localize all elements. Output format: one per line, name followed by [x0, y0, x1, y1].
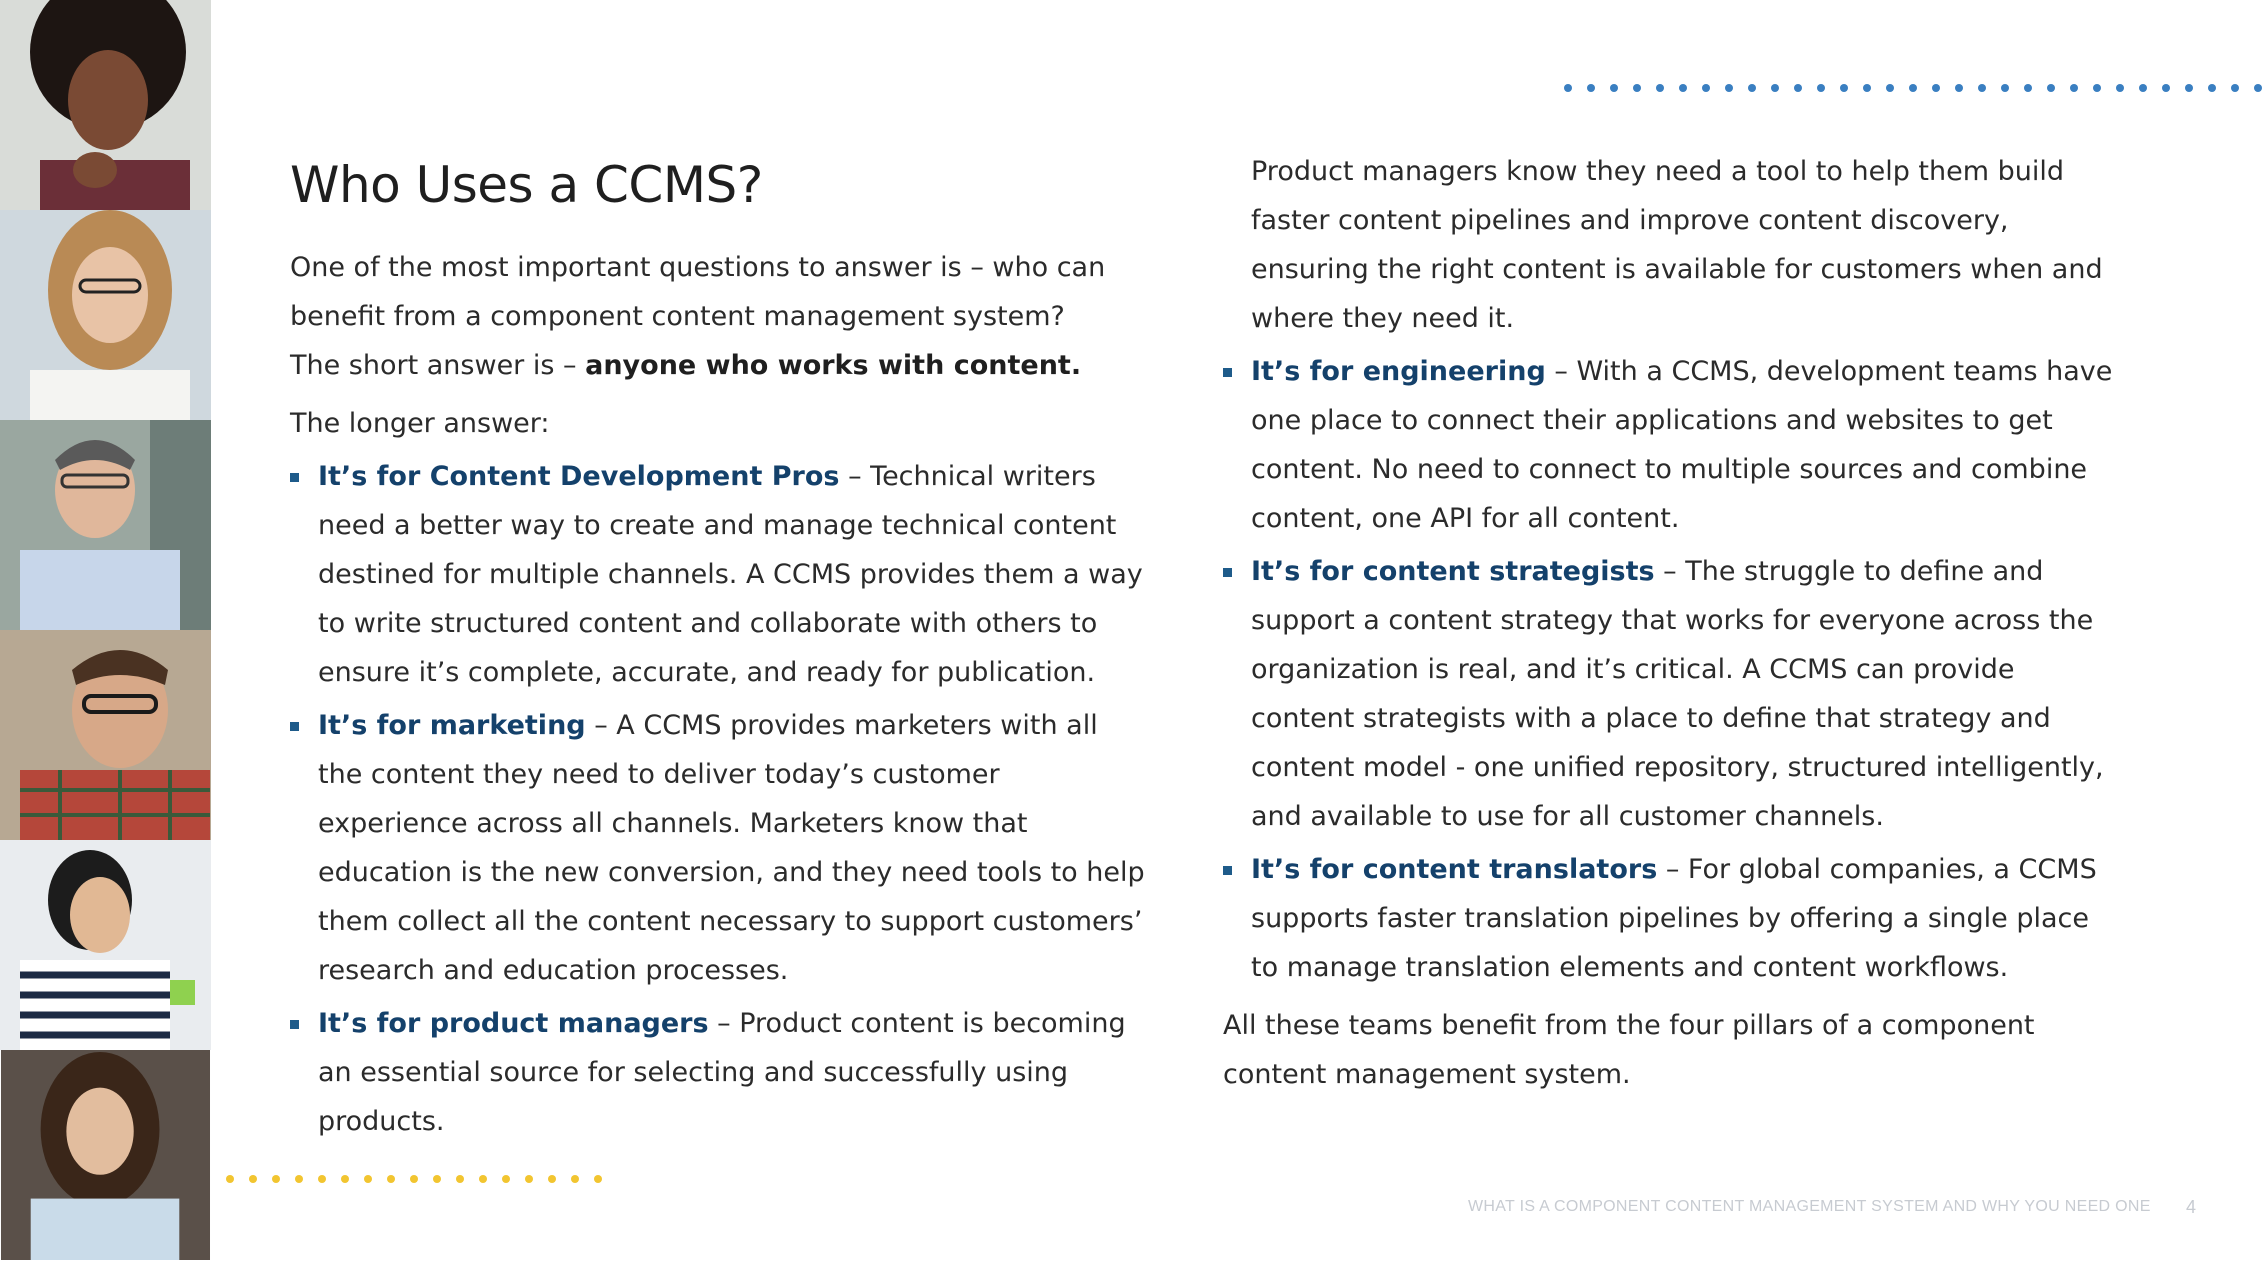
- dotted-line-decoration: [222, 1172, 614, 1186]
- bullet-item: [1223, 845, 2123, 992]
- portrait-photo: [0, 210, 211, 420]
- bullet-lead: It’s for Content Development Pros: [318, 461, 840, 492]
- bullet-square-icon: [1223, 368, 1232, 377]
- bullet-text: – A CCMS provides marketers with all the content they need to deliver today’s customer experience across all channels. Marketers know that education is the new conversion, and they need tools to help them collect all the content necessary to support customers’ research and education processes.: [318, 710, 1145, 986]
- page-title: Who Uses a CCMS?: [290, 156, 763, 214]
- closing-paragraph: All these teams benefit from the four pillars of a component content management system.: [1223, 1010, 2035, 1090]
- bullet-square-icon: [1223, 568, 1232, 577]
- bullet-text: – For global companies, a CCMS supports faster translation pipelines by offering a single place to manage translation elements and content workflows.: [1251, 854, 2097, 983]
- intro-paragraph: One of the most important questions to answer is – who can benefit from a component content management system?: [290, 252, 1106, 332]
- bullet-item: [1223, 347, 2123, 543]
- portrait-photo: [0, 840, 211, 1050]
- bullet-lead: It’s for content strategists: [1251, 556, 1655, 587]
- portrait-photo: [0, 0, 211, 210]
- bullet-text: – The struggle to define and support a content strategy that works for everyone across the organization is real, and it’s critical. A CCMS can provide content strategists with a place to define that strategy and content model - one unified repository, structured intelligently, and available to use for all customer channels.: [1251, 556, 2104, 832]
- bullet-square-icon: [1223, 866, 1232, 875]
- portrait-photo: [0, 1050, 211, 1262]
- short-answer-bold: anyone who works with content.: [585, 350, 1082, 381]
- bullet-lead: It’s for marketing: [318, 710, 586, 741]
- longer-answer: The longer answer:: [290, 408, 550, 439]
- bullet-square-icon: [290, 473, 299, 482]
- bullet-text: – Product content is becoming an essential source for selecting and successfully using products.: [318, 1008, 1126, 1137]
- bullet-square-icon: [290, 1020, 299, 1029]
- short-answer-prefix: The short answer is –: [290, 350, 586, 381]
- bullet-item: [290, 452, 1150, 697]
- left-column: [290, 243, 1150, 1146]
- portrait-photo: [0, 630, 211, 840]
- short-answer: [290, 341, 1150, 390]
- bullet-lead: It’s for product managers: [318, 1008, 709, 1039]
- footer-document-title: WHAT IS A COMPONENT CONTENT MANAGEMENT SYSTEM AND WHY YOU NEED ONE: [1468, 1198, 2151, 1215]
- bullet-square-icon: [290, 722, 299, 731]
- page-number: 4: [2186, 1197, 2197, 1217]
- portrait-strip: [0, 0, 211, 1262]
- bullet-lead: It’s for engineering: [1251, 356, 1546, 387]
- bullet-text: – With a CCMS, development teams have one place to connect their applications and websites to get content. No need to connect to multiple sources and combine content, one API for all content.: [1251, 356, 2113, 534]
- dotted-line-decoration: [1562, 81, 2262, 95]
- bullet-item: [1223, 547, 2123, 841]
- bullet-text: – Technical writers need a better way to create and manage technical content destined for multiple channels. A CCMS provides them a way to write structured content and collaborate with others to ensure it’s complete, accurate, and ready for publication.: [318, 461, 1143, 688]
- right-column: [1223, 147, 2123, 1099]
- bullet-item: [290, 701, 1150, 995]
- bullet-continuation: Product managers know they need a tool to help them build faster content pipelines and improve content discovery, ensuring the right content is available for customers when and where they need it.: [1251, 156, 2103, 334]
- bullet-item: [290, 999, 1150, 1146]
- bullet-lead: It’s for content translators: [1251, 854, 1658, 885]
- portrait-photo: [0, 420, 211, 630]
